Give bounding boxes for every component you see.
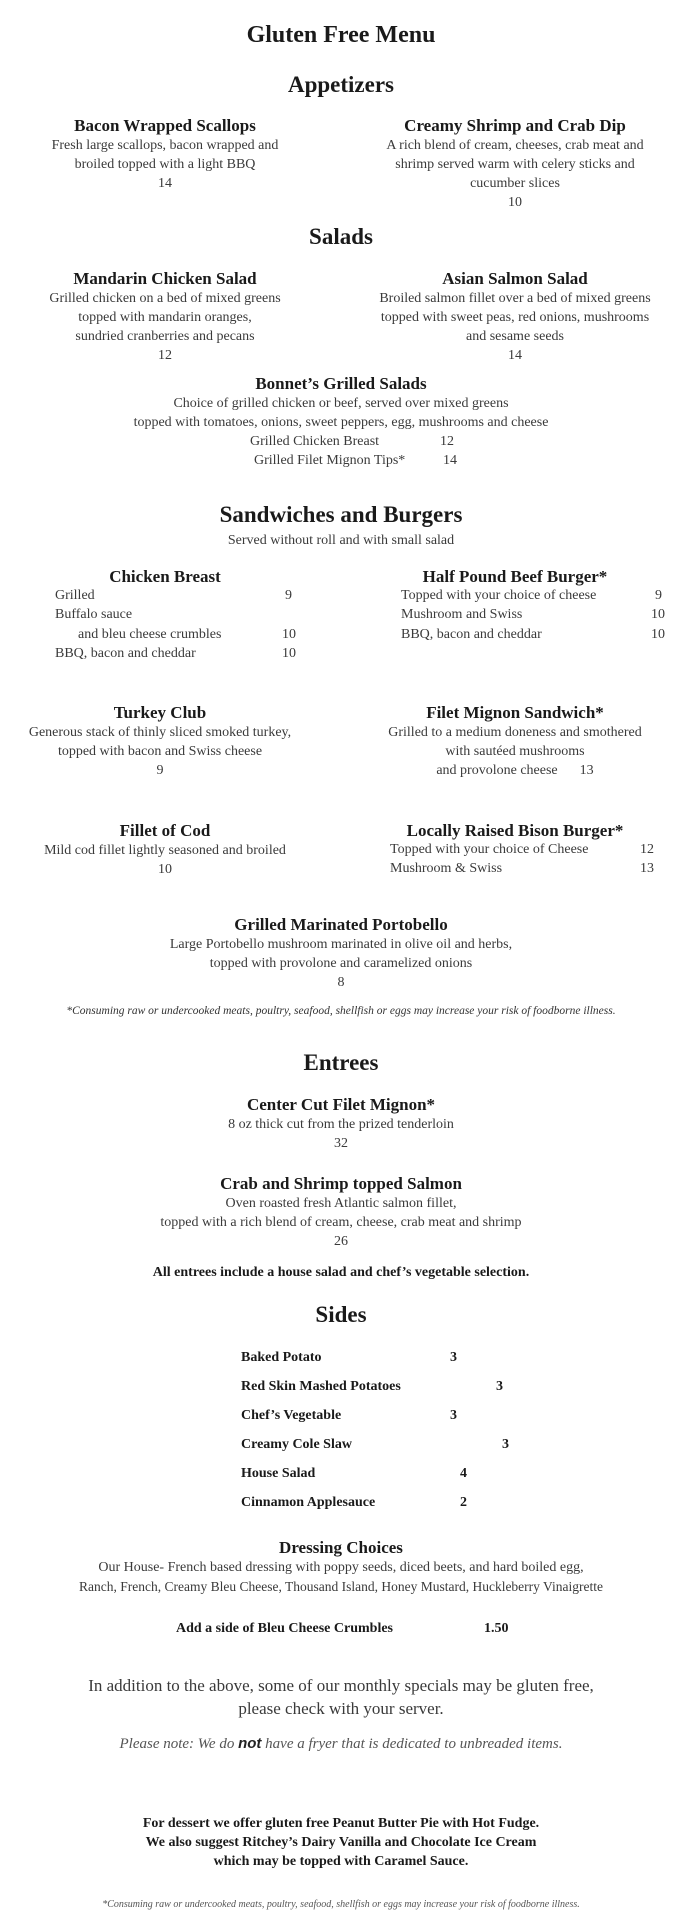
specials-line: In addition to the above, some of our monthly specials may be gluten free, <box>88 1676 594 1695</box>
dessert-note <box>0 1814 682 1871</box>
salad-item <box>0 269 330 365</box>
option-price: 10 <box>282 627 296 642</box>
side-label: Chef’s Vegetable <box>241 1408 342 1423</box>
option-price: 9 <box>285 588 292 603</box>
sandwich-item <box>350 703 680 780</box>
option-price: 10 <box>282 646 296 661</box>
item-name: Bonnet’s Grilled Salads <box>255 374 427 393</box>
item-description-line: topped with provolone and caramelized onions <box>209 956 473 971</box>
sandwich-item <box>0 703 320 780</box>
addon-label: Add a side of Bleu Cheese Crumbles <box>176 1621 394 1636</box>
item-name: Asian Salmon Salad <box>442 269 588 288</box>
item-description-line: topped with bacon and Swiss cheese <box>57 744 263 759</box>
specials-note <box>0 1674 682 1720</box>
side-label: Baked Potato <box>241 1350 322 1365</box>
item-price: 10 <box>158 862 172 877</box>
item-description-line: 8 oz thick cut from the prized tenderloin <box>228 1117 454 1132</box>
item-description-line: Mild cod fillet lightly seasoned and broiled <box>44 843 286 858</box>
entree-item <box>0 1095 682 1153</box>
side-label: Cinnamon Applesauce <box>241 1495 376 1510</box>
option-label: Topped with your choice of cheese <box>401 588 597 603</box>
side-price: 3 <box>450 1350 457 1365</box>
side-price: 3 <box>496 1379 503 1394</box>
fryer-note: Please note: We do not have a fryer that is dedicated to unbreaded items. <box>119 1735 563 1752</box>
dressing-section <box>0 1538 682 1596</box>
item-price: 8 <box>337 975 345 990</box>
item-description-line: Broiled salmon fillet over a bed of mixed greens <box>379 291 651 306</box>
item-description-line: topped with a rich blend of cream, cheese, crab meat and shrimp <box>160 1215 522 1230</box>
option-price: 13 <box>640 861 654 876</box>
sandwich-item <box>0 821 330 879</box>
item-price: 10 <box>508 195 522 210</box>
side-price: 4 <box>460 1466 467 1481</box>
dressing-line: Ranch, French, Creamy Bleu Cheese, Thousand Island, Honey Mustard, Huckleberry Vinaigrette <box>79 1579 603 1594</box>
item-description-line: Choice of grilled chicken or beef, served over mixed greens <box>173 396 509 411</box>
option-price: 10 <box>651 607 665 622</box>
option-price: 12 <box>640 842 654 857</box>
item-description-line: broiled topped with a light BBQ <box>74 157 256 172</box>
sandwiches-heading: Sandwiches and Burgers <box>219 502 463 527</box>
sides-heading: Sides <box>315 1302 367 1327</box>
dressing-heading: Dressing Choices <box>279 1538 403 1557</box>
option-label: BBQ, bacon and cheddar <box>401 627 542 642</box>
menu-title: Gluten Free Menu <box>246 22 436 48</box>
item-description-line: Large Portobello mushroom marinated in olive oil and herbs, <box>169 937 513 952</box>
entree-item <box>0 1174 682 1251</box>
item-price: 14 <box>508 348 522 363</box>
option-label: Mushroom & Swiss <box>390 861 503 876</box>
entrees-note: All entrees include a house salad and chef’s vegetable selection. <box>152 1265 530 1280</box>
item-name: Grilled Marinated Portobello <box>234 915 448 934</box>
footer-disclaimer: *Consuming raw or undercooked meats, poultry, seafood, shellfish or eggs may increase your risk of foodborne illness. <box>102 1899 580 1910</box>
item-name: Chicken Breast <box>109 567 221 586</box>
item-name: Fillet of Cod <box>119 821 211 840</box>
portobello-item <box>0 915 682 992</box>
salad-item <box>350 269 680 365</box>
item-description-line: A rich blend of cream, cheeses, crab meat and <box>386 138 644 153</box>
option-label: and bleu cheese crumbles <box>78 627 222 642</box>
side-label: Red Skin Mashed Potatoes <box>241 1379 401 1394</box>
item-name: Half Pound Beef Burger* <box>422 567 608 586</box>
option-label: Topped with your choice of Cheese <box>390 842 589 857</box>
dessert-line: For dessert we offer gluten free Peanut Butter Pie with Hot Fudge. <box>142 1816 540 1831</box>
item-price: 12 <box>158 348 172 363</box>
item-name: Mandarin Chicken Salad <box>73 269 257 288</box>
option-price: 14 <box>443 453 457 468</box>
side-label: House Salad <box>241 1466 316 1481</box>
option-price: 12 <box>440 434 454 449</box>
item-description-line: Generous stack of thinly sliced smoked turkey, <box>28 725 292 740</box>
item-description-line: Oven roasted fresh Atlantic salmon fillet, <box>225 1196 457 1211</box>
option-label: Grilled Chicken Breast <box>250 434 380 449</box>
dessert-line: which may be topped with Caramel Sauce. <box>213 1854 469 1869</box>
appetizers-heading: Appetizers <box>287 72 395 97</box>
item-name: Crab and Shrimp topped Salmon <box>220 1174 462 1193</box>
disclaimer: *Consuming raw or undercooked meats, poultry, seafood, shellfish or eggs may increase your risk of foodborne illness. <box>66 1005 616 1017</box>
salads-heading: Salads <box>309 224 373 249</box>
item-description-line: and provolone cheese <box>436 763 558 778</box>
side-label: Creamy Cole Slaw <box>241 1437 352 1452</box>
item-price: 13 <box>579 763 594 778</box>
option-price: 9 <box>655 588 662 603</box>
entrees-heading: Entrees <box>303 1050 379 1075</box>
option-label: Grilled Filet Mignon Tips* <box>254 453 406 468</box>
item-description-line: topped with mandarin oranges, <box>78 310 252 325</box>
dressing-line: Our House- French based dressing with poppy seeds, diced beets, and hard boiled egg, <box>98 1560 584 1575</box>
side-price: 2 <box>460 1495 467 1510</box>
appetizer-item <box>350 116 680 212</box>
item-description-line: sundried cranberries and pecans <box>75 329 255 344</box>
item-price: 26 <box>334 1234 348 1249</box>
sandwiches-subheading: Served without roll and with small salad <box>227 533 455 548</box>
item-name: Creamy Shrimp and Crab Dip <box>404 116 626 135</box>
option-label: BBQ, bacon and cheddar <box>55 646 196 661</box>
item-description-line: cucumber slices <box>470 176 560 191</box>
item-name: Locally Raised Bison Burger* <box>406 821 624 840</box>
dessert-line: We also suggest Ritchey’s Dairy Vanilla and Chocolate Ice Cream <box>145 1835 537 1850</box>
addon-price: 1.50 <box>484 1621 509 1636</box>
option-price: 10 <box>651 627 665 642</box>
item-description-line: with sautéed mushrooms <box>445 744 585 759</box>
item-name: Bacon Wrapped Scallops <box>74 116 256 135</box>
item-name: Filet Mignon Sandwich* <box>426 703 604 722</box>
item-name: Center Cut Filet Mignon* <box>246 1095 436 1114</box>
item-description-line: Fresh large scallops, bacon wrapped and <box>51 138 279 153</box>
option-label: Buffalo sauce <box>55 607 133 622</box>
item-description-line: Grilled chicken on a bed of mixed greens <box>49 291 281 306</box>
option-label: Mushroom and Swiss <box>401 607 523 622</box>
item-name: Turkey Club <box>113 703 207 722</box>
item-description-line: topped with tomatoes, onions, sweet peppers, egg, mushrooms and cheese <box>133 415 549 430</box>
side-price: 3 <box>450 1408 457 1423</box>
grilled-salads <box>0 374 682 432</box>
item-price: 9 <box>156 763 164 778</box>
side-price: 3 <box>502 1437 509 1452</box>
option-label: Grilled <box>55 588 95 603</box>
item-price: 14 <box>158 176 172 191</box>
item-description-line: Grilled to a medium doneness and smothered <box>388 725 642 740</box>
appetizer-item <box>0 116 330 193</box>
item-price: 32 <box>334 1136 348 1151</box>
item-description-line: shrimp served warm with celery sticks and <box>395 157 635 172</box>
item-description-line: and sesame seeds <box>466 329 564 344</box>
specials-line: please check with your server. <box>238 1699 444 1718</box>
item-description-line: topped with sweet peas, red onions, mushrooms <box>380 310 650 325</box>
